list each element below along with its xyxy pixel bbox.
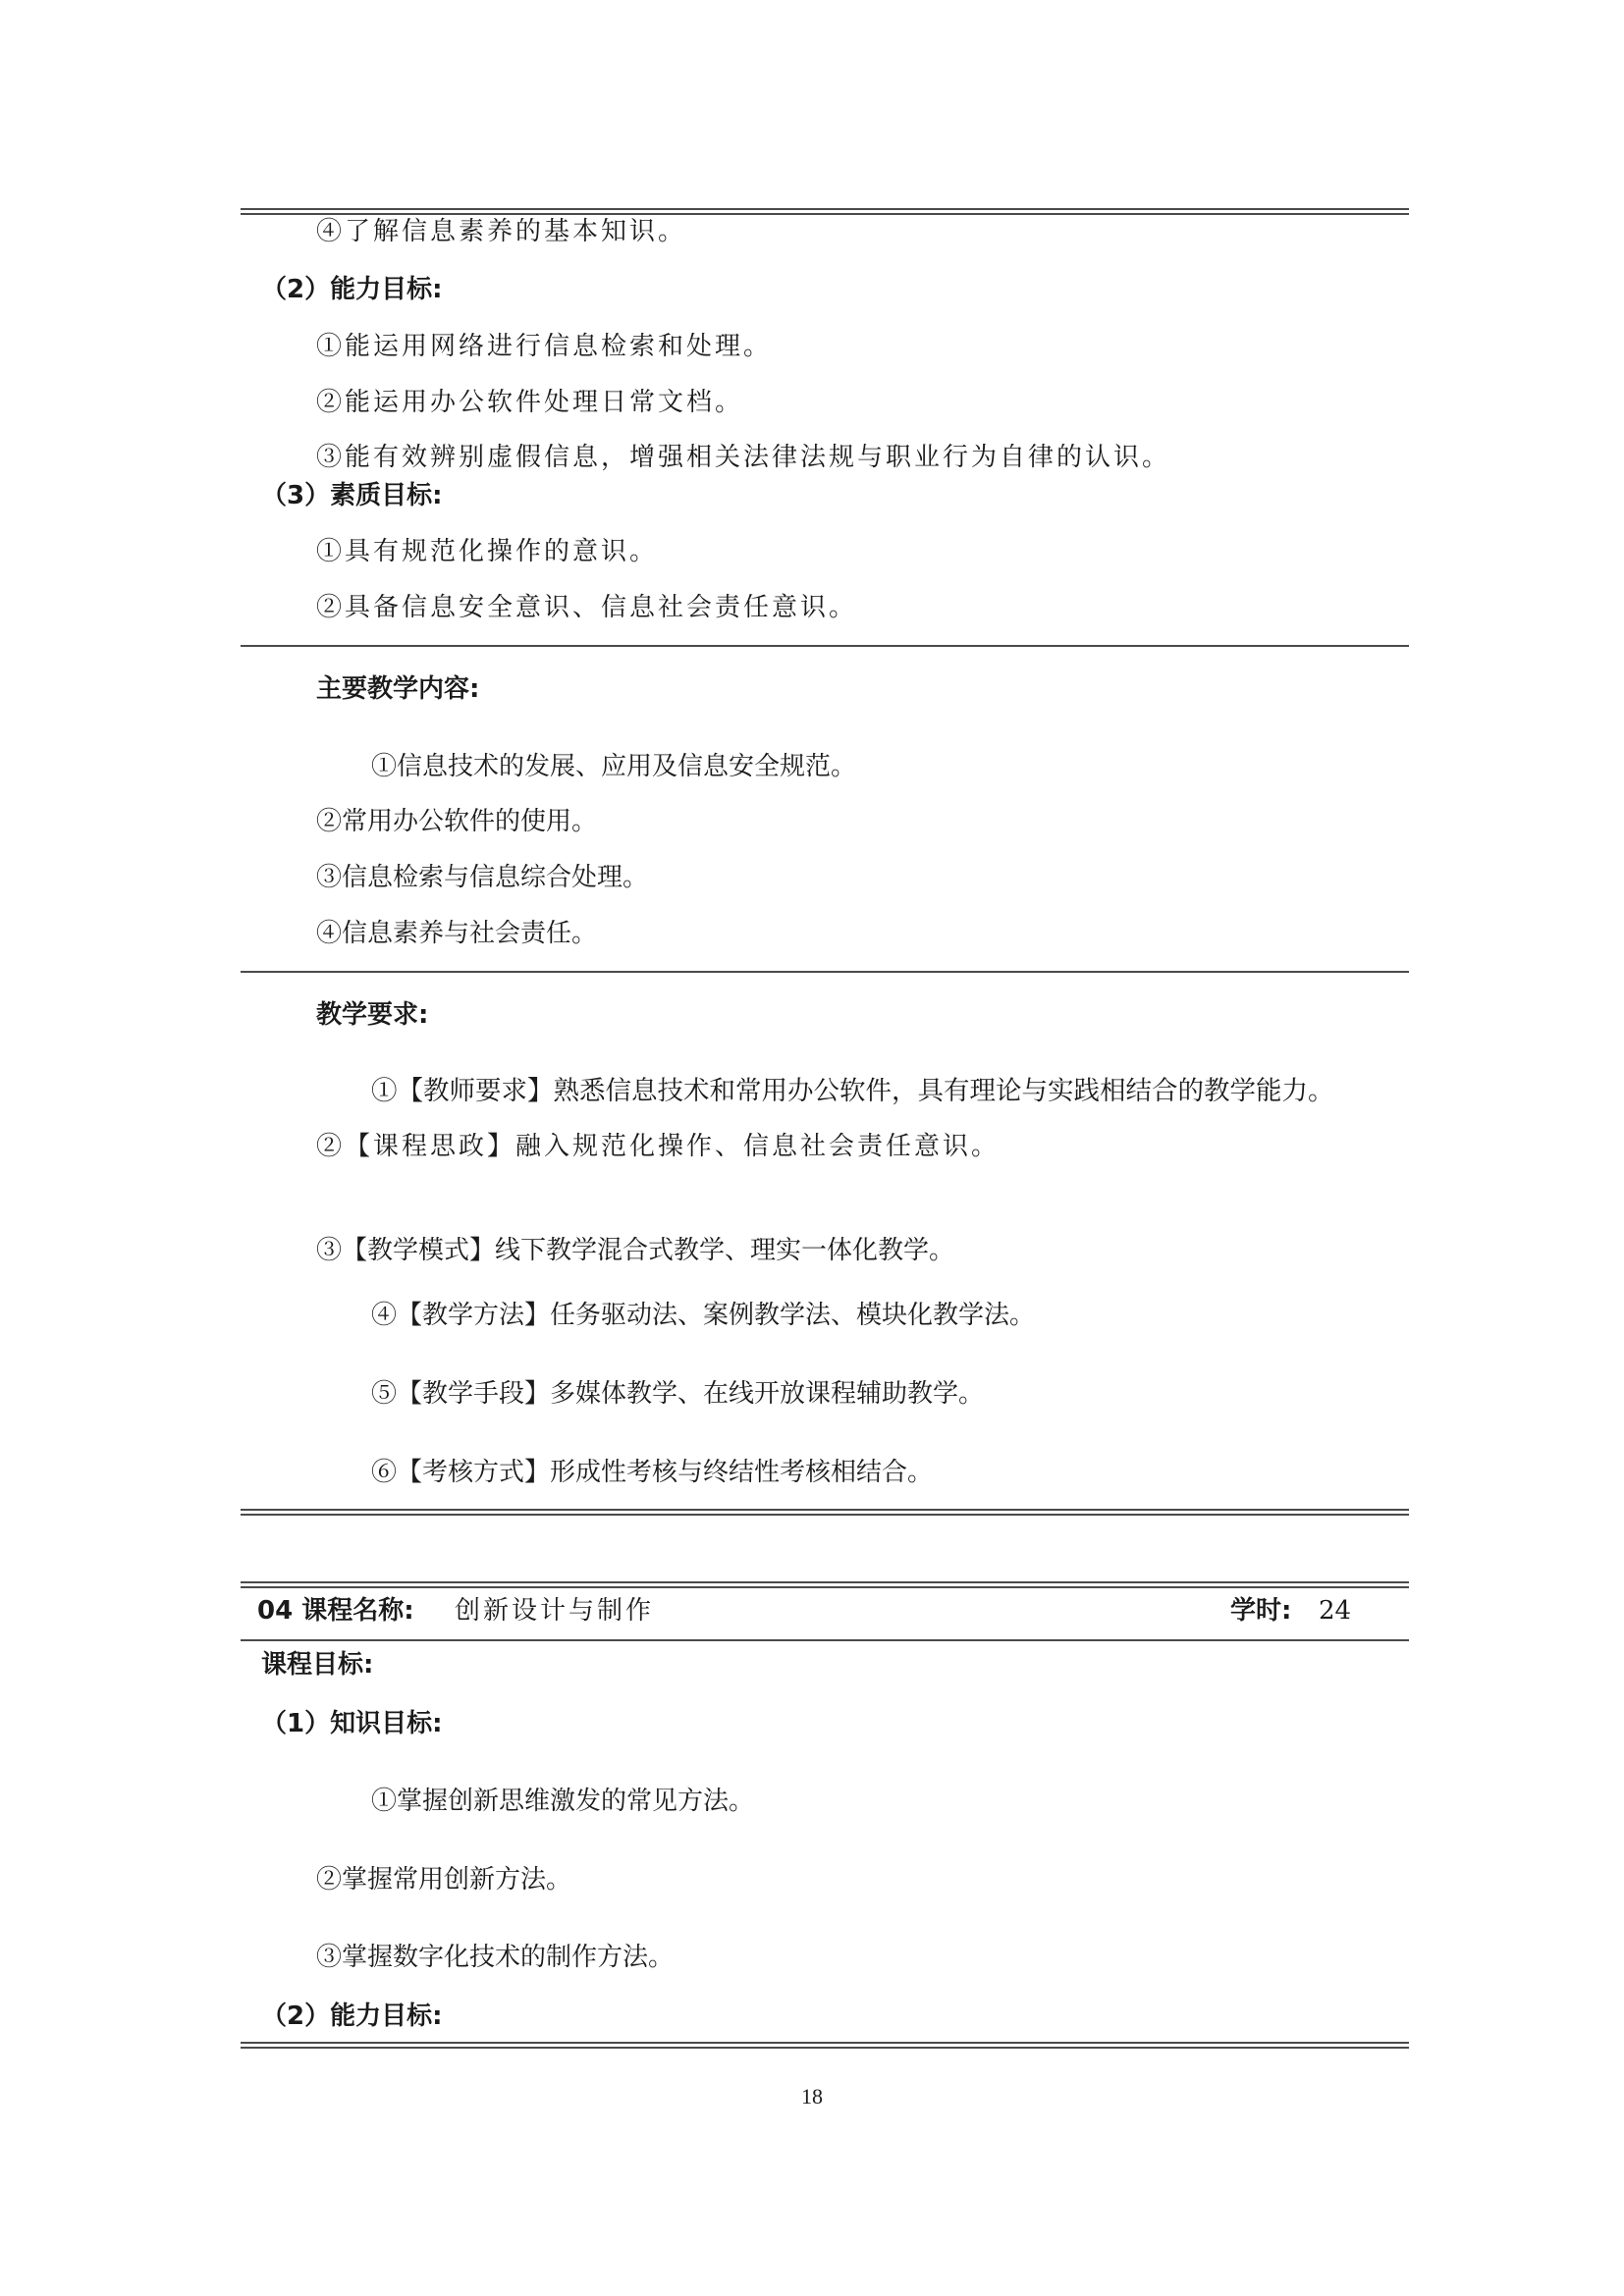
course-name-label: 04 课程名称: [257,1596,414,1626]
content-item-1: ①信息技术的发展、应用及信息安全规范。 [371,752,857,781]
content-heading: 主要教学内容: [316,674,480,704]
course04-ability-heading: （2）能力目标: [261,2002,443,2031]
ability-item-3: ③能有效辨别虚假信息，增强相关法律法规与职业行为自律的认识。 [316,443,1171,472]
content-item-2: ②常用办公软件的使用。 [316,807,598,836]
bottom-double-rule [241,2042,1409,2049]
divider-1 [241,645,1409,647]
requirement-item-2: ②【课程思政】融入规范化操作、信息社会责任意识。 [316,1132,1001,1161]
objectives-heading: 课程目标: [261,1650,374,1680]
requirement-item-1: ①【教师要求】熟悉信息技术和常用办公软件，具有理论与实践相结合的教学能力。 [371,1076,1334,1106]
content-item-3: ③信息检索与信息综合处理。 [316,863,649,892]
requirement-item-5: ⑤【教学手段】多媒体教学、在线开放课程辅助教学。 [371,1379,985,1409]
requirement-item-3: ③【教学模式】线下教学混合式教学、理实一体化教学。 [316,1236,955,1265]
requirements-heading: 教学要求: [316,1000,429,1030]
ability-heading: （2）能力目标: [261,275,443,304]
course04-knowledge-item-3: ③掌握数字化技术的制作方法。 [316,1943,675,1972]
content-item-4: ④信息素养与社会责任。 [316,919,598,948]
course04-top-double-rule [241,1581,1409,1588]
ability-item-2: ②能运用办公软件处理日常文档。 [316,388,744,417]
requirement-item-4: ④【教学方法】任务驱动法、案例教学法、模块化教学法。 [371,1301,1036,1330]
course04-header-divider [241,1639,1409,1641]
knowledge-heading: （1）知识目标: [261,1709,443,1738]
requirement-item-6: ⑥【考核方式】形成性考核与终结性考核相结合。 [371,1458,934,1487]
knowledge-item-4: ④了解信息素养的基本知识。 [316,217,687,246]
course04-knowledge-item-1: ①掌握创新思维激发的常见方法。 [371,1787,755,1816]
divider-2 [241,971,1409,973]
top-double-rule [241,208,1409,215]
quality-item-1: ①具有规范化操作的意识。 [316,537,659,566]
quality-item-2: ②具备信息安全意识、信息社会责任意识。 [316,593,858,622]
course04-knowledge-item-2: ②掌握常用创新方法。 [316,1865,572,1895]
section-end-double-rule [241,1509,1409,1516]
hours-value: 24 [1319,1596,1352,1626]
hours-label: 学时: [1230,1596,1292,1626]
course-name-value: 创新设计与制作 [455,1596,655,1626]
page-number: 18 [801,2084,823,2109]
quality-heading: （3）素质目标: [261,481,443,510]
ability-item-1: ①能运用网络进行信息检索和处理。 [316,332,773,361]
